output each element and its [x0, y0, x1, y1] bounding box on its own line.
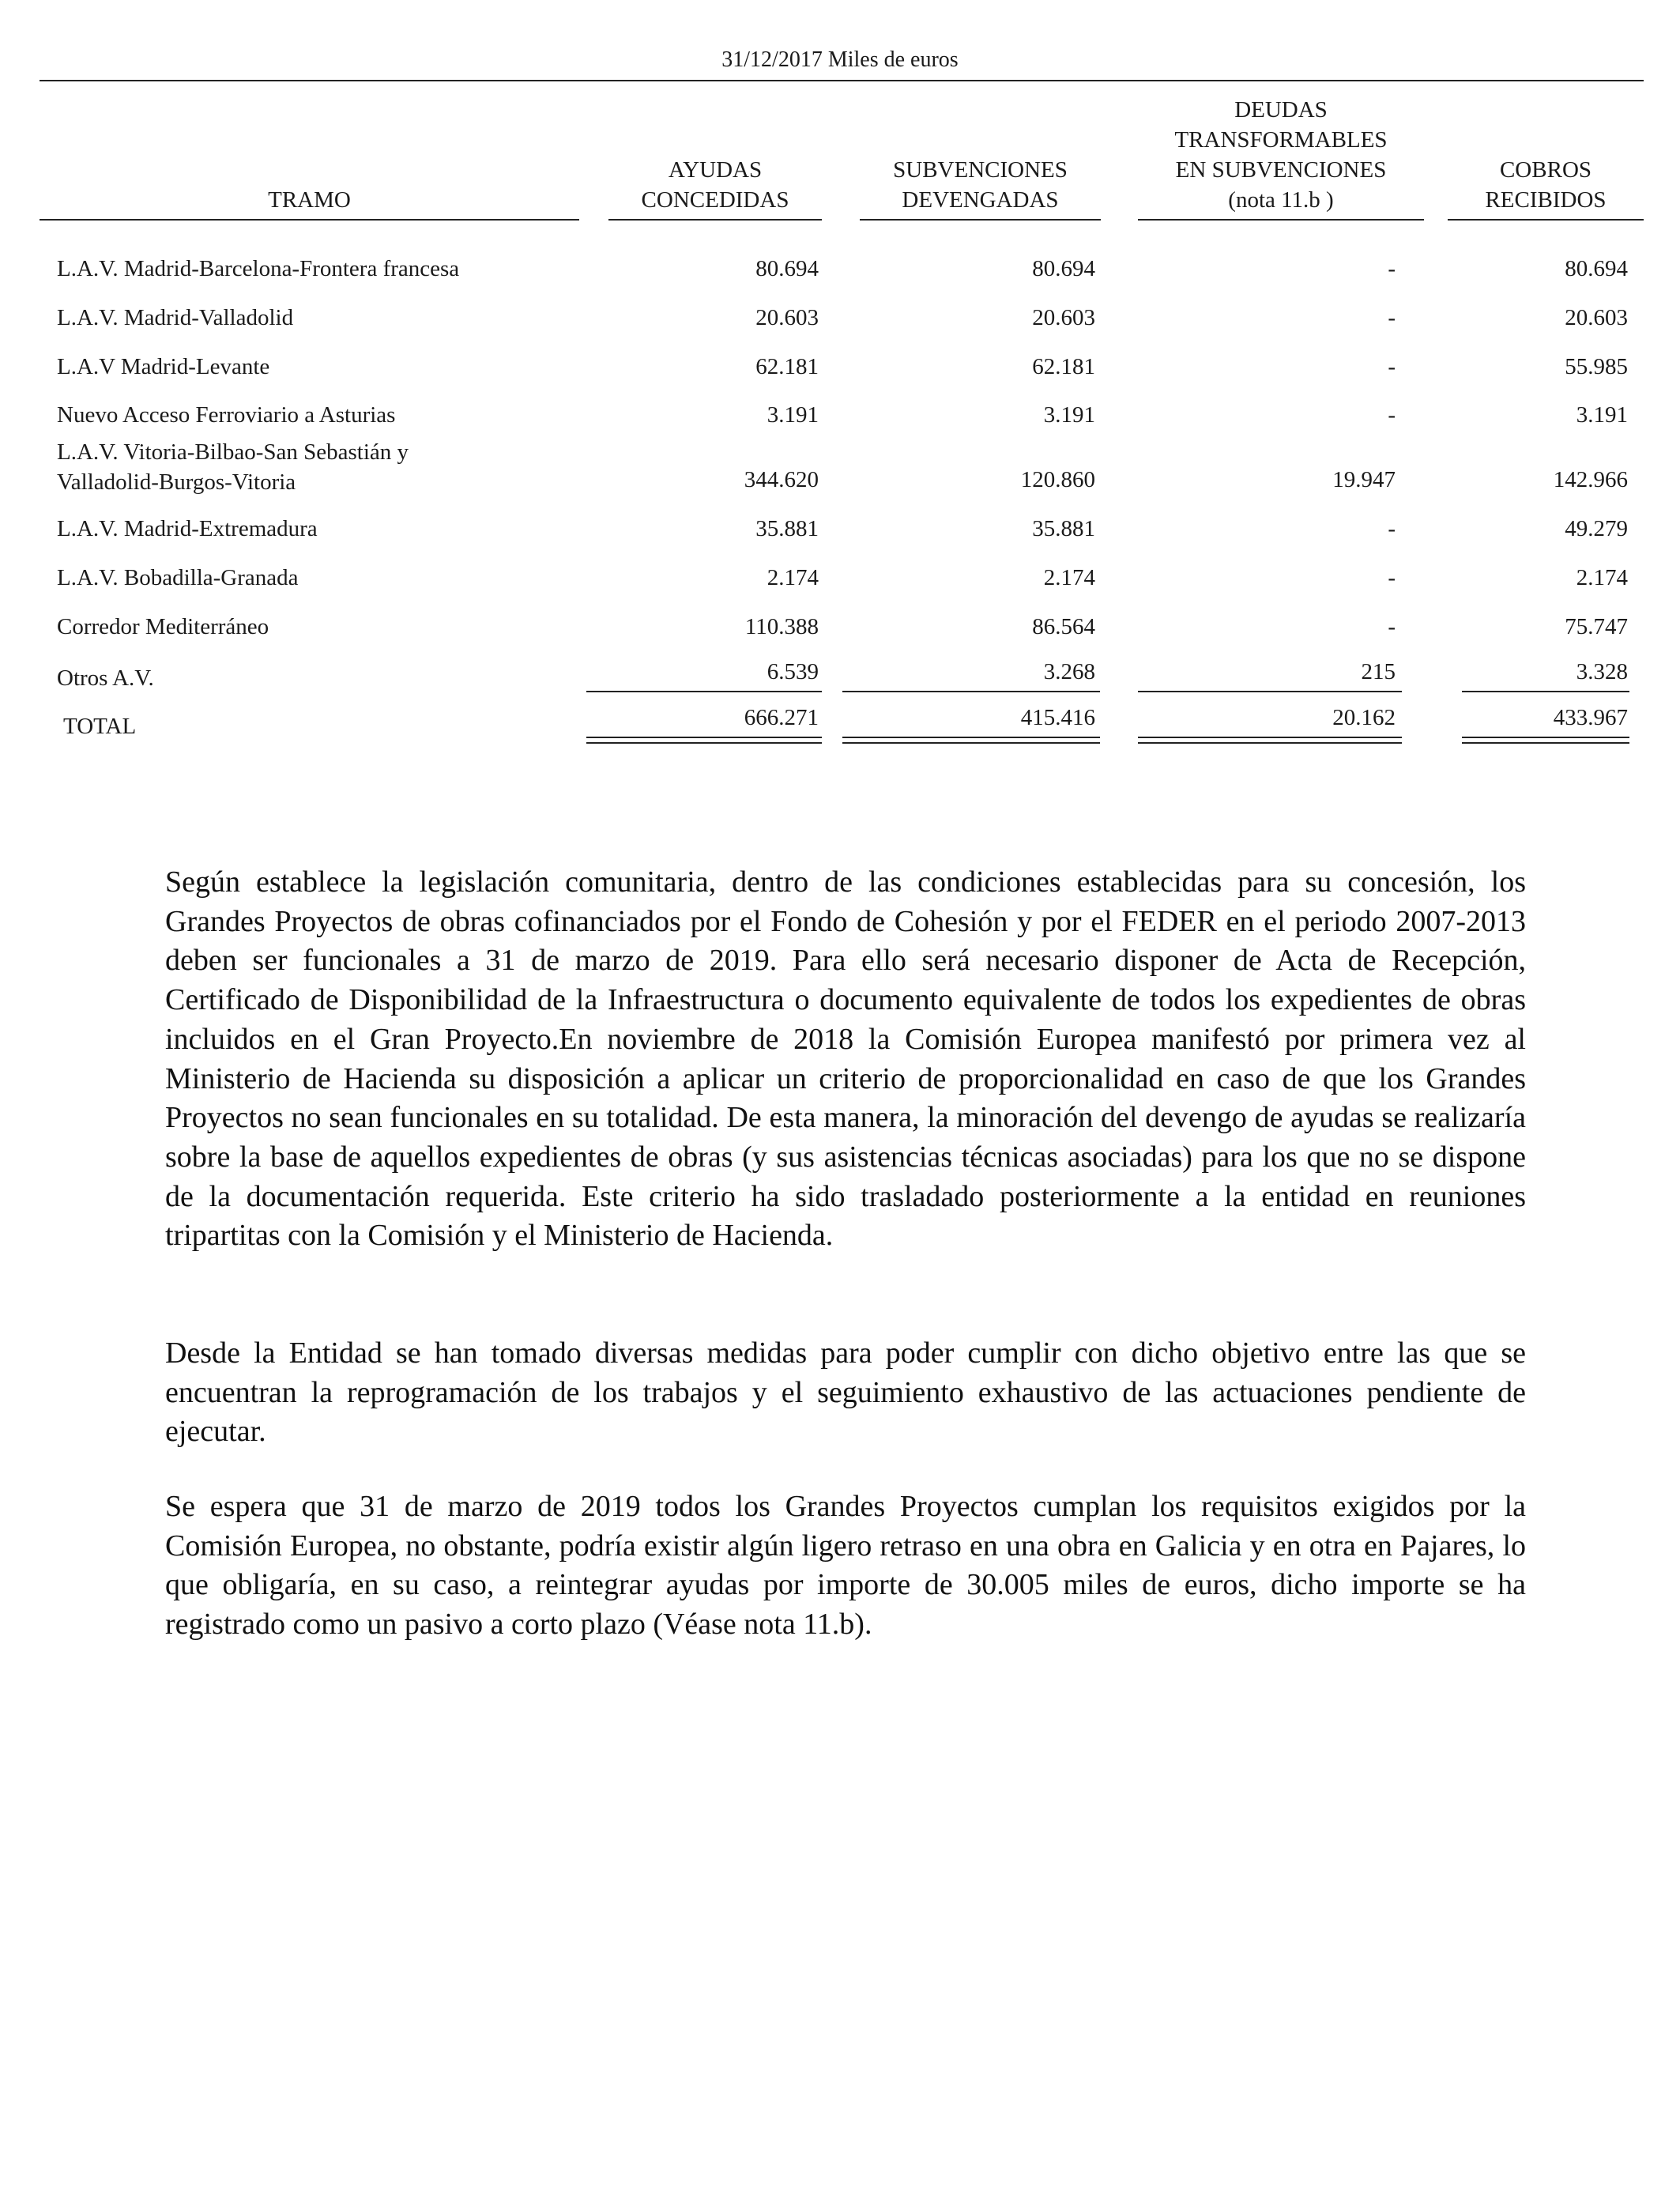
subtotal-rule — [1462, 691, 1629, 692]
cell-deudas: - — [1388, 402, 1396, 428]
paragraph: Según establece la legislación comunitaria, dentro de las condiciones establecidas para su concesión, los Grandes Proyectos de obras cofinanciados por el Fondo de Cohesión y por el FEDER en el periodo 2007-2013 deben ser funcionales a 31 de marzo de 2019. Para ello será necesario disponer de Acta de Recepción, Certificado de Disponibilidad de la Infraestructura o documento equivalente de todos los expedientes de obras incluidos en el Gran Proyecto.En noviembre de 2018 la Comisión Europea manifestó por primera vez al Ministerio de Hacienda su disposición a aplicar un criterio de proporcionalidad en caso de que los Grandes Proyectos no sean funcionales en su totalidad. De esta manera, la minoración del devengo de ayudas se realizaría sobre la base de aquellos expedientes de obras (y sus asistencias técnicas asociadas) para los que no se dispone de la documentación requerida. Este criterio ha sido trasladado posteriormente a la entidad en reuniones tripartitas con la Comisión y el Ministerio de Hacienda. — [165, 865, 1526, 1253]
cell-subvenciones: 2.174 — [1043, 565, 1095, 590]
row-label: Otros A.V. — [57, 665, 154, 691]
cell-cobros: 75.747 — [1565, 614, 1628, 639]
cell-cobros: 2.174 — [1576, 565, 1628, 590]
row-label: L.A.V. Madrid-Valladolid — [57, 305, 294, 330]
cell-subvenciones: 62.181 — [1032, 354, 1095, 379]
column-header-rule — [40, 219, 579, 221]
total-cobros: 433.967 — [1553, 705, 1628, 730]
total-label: TOTAL — [63, 714, 137, 739]
cell-deudas: 215 — [1361, 659, 1396, 684]
column-header-line: EN SUBVENCIONES — [1175, 157, 1387, 183]
date-units-caption: 31/12/2017 Miles de euros — [721, 47, 959, 72]
header-rule — [40, 80, 1644, 81]
row-label: Nuevo Acceso Ferroviario a Asturias — [57, 402, 396, 428]
cell-deudas: - — [1388, 305, 1396, 330]
table-row — [0, 437, 1680, 500]
row-label: L.A.V Madrid-Levante — [57, 354, 270, 379]
column-header-rule — [860, 219, 1101, 221]
table-row — [0, 402, 1680, 434]
cell-cobros: 80.694 — [1565, 256, 1628, 281]
column-header-deudas — [1138, 95, 1424, 215]
column-header-rule — [608, 219, 822, 221]
total-deudas: 20.162 — [1332, 705, 1396, 730]
cell-ayudas: 20.603 — [755, 305, 819, 330]
cell-deudas: 19.947 — [1332, 467, 1396, 492]
table-row — [0, 565, 1680, 597]
column-header-subvenciones — [860, 155, 1101, 215]
cell-subvenciones: 3.268 — [1043, 659, 1095, 684]
row-label: Corredor Mediterráneo — [57, 614, 269, 639]
table-row — [0, 659, 1680, 695]
cell-subvenciones: 86.564 — [1032, 614, 1095, 639]
cell-cobros: 142.966 — [1553, 467, 1628, 492]
column-header-line: AYUDAS — [668, 157, 763, 183]
column-header-line: RECIBIDOS — [1485, 187, 1607, 213]
cell-subvenciones: 35.881 — [1032, 516, 1095, 541]
cell-deudas: - — [1388, 256, 1396, 281]
cell-deudas: - — [1388, 516, 1396, 541]
column-header-ayudas — [608, 155, 822, 215]
cell-deudas: - — [1388, 354, 1396, 379]
subtotal-rule — [842, 691, 1100, 692]
column-header-line: COBROS — [1499, 157, 1592, 183]
total-double-rule — [1462, 737, 1629, 744]
cell-cobros: 20.603 — [1565, 305, 1628, 330]
column-header-line: (nota 11.b ) — [1228, 187, 1334, 213]
table-row — [0, 305, 1680, 337]
row-label: L.A.V. Madrid-Extremadura — [57, 516, 318, 541]
column-header-line: TRANSFORMABLES — [1174, 127, 1388, 153]
cell-cobros: 3.328 — [1576, 659, 1628, 684]
cell-ayudas: 344.620 — [744, 467, 819, 492]
row-label: L.A.V. Bobadilla-Granada — [57, 565, 299, 590]
table-row — [0, 516, 1680, 548]
total-double-rule — [842, 737, 1100, 744]
table-row — [0, 614, 1680, 646]
cell-subvenciones: 120.860 — [1020, 467, 1095, 492]
cell-ayudas: 35.881 — [755, 516, 819, 541]
cell-ayudas: 62.181 — [755, 354, 819, 379]
total-row — [0, 705, 1680, 743]
subtotal-rule — [1138, 691, 1402, 692]
cell-ayudas: 6.539 — [767, 659, 819, 684]
cell-ayudas: 110.388 — [744, 614, 819, 639]
cell-cobros: 55.985 — [1565, 354, 1628, 379]
cell-ayudas: 2.174 — [767, 565, 819, 590]
total-ayudas: 666.271 — [744, 705, 819, 730]
subtotal-rule — [586, 691, 822, 692]
cell-subvenciones: 20.603 — [1032, 305, 1095, 330]
cell-deudas: - — [1388, 565, 1396, 590]
total-subvenciones: 415.416 — [1020, 705, 1095, 730]
column-header-line: DEVENGADAS — [902, 187, 1059, 213]
row-label: L.A.V. Vitoria-Bilbao-San Sebastián y — [57, 439, 409, 465]
column-header-line: SUBVENCIONES — [893, 157, 1068, 183]
cell-subvenciones: 3.191 — [1043, 402, 1095, 428]
row-label-continued: Valladolid-Burgos-Vitoria — [57, 469, 296, 495]
cell-subvenciones: 80.694 — [1032, 256, 1095, 281]
cell-cobros: 3.191 — [1576, 402, 1628, 428]
total-double-rule — [586, 737, 822, 744]
row-label: L.A.V. Madrid-Barcelona-Frontera francesa — [57, 256, 460, 281]
column-header-rule — [1138, 219, 1424, 221]
total-double-rule — [1138, 737, 1402, 744]
column-header-cobros — [1448, 155, 1644, 215]
column-header-tramo: TRAMO — [268, 187, 351, 213]
cell-deudas: - — [1388, 614, 1396, 639]
paragraph: Se espera que 31 de marzo de 2019 todos los Grandes Proyectos cumplan los requisitos exigidos por la Comisión Europea, no obstante, podría existir algún ligero retraso en una obra en Galicia y en otra en Pajares, lo que obligaría, en su caso, a reintegrar ayudas por importe de 30.005 miles de euros, dicho importe se ha registrado como un pasivo a corto plazo (Véase nota 11.b). — [165, 1490, 1526, 1642]
cell-cobros: 49.279 — [1565, 516, 1628, 541]
paragraph: Desde la Entidad se han tomado diversas medidas para poder cumplir con dicho objetivo entre las que se encuentran la reprogramación de los trabajos y el seguimiento exhaustivo de las actuaciones pendiente de ejecutar. — [165, 1336, 1526, 1449]
column-header-rule — [1448, 219, 1644, 221]
cell-ayudas: 80.694 — [755, 256, 819, 281]
table-row — [0, 256, 1680, 288]
column-header-line: CONCEDIDAS — [641, 187, 789, 213]
cell-ayudas: 3.191 — [767, 402, 819, 428]
table-row — [0, 354, 1680, 386]
column-header-line: DEUDAS — [1234, 97, 1328, 123]
